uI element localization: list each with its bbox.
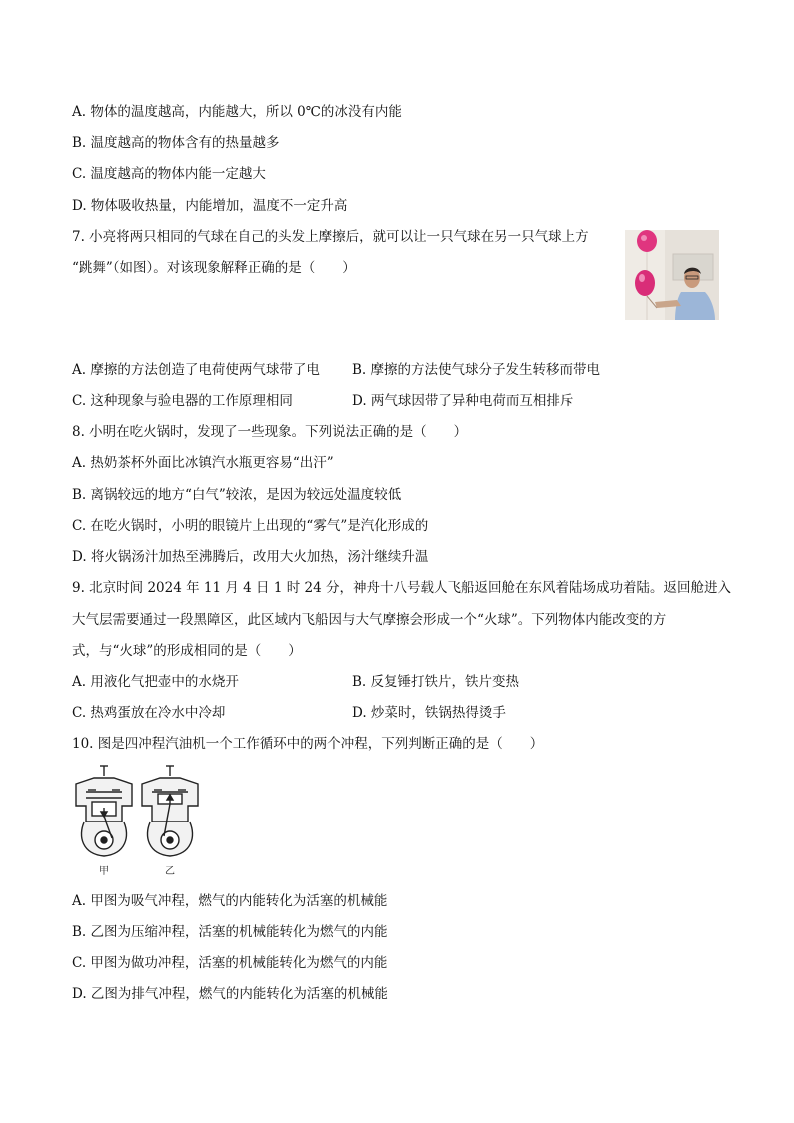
q7-option-b: B. 摩擦的方法使气球分子发生转移而带电 [352, 362, 601, 378]
q6-option-b: B. 温度越高的物体含有的热量越多 [72, 135, 280, 151]
q10-stem: 10. 图是四冲程汽油机一个工作循环中的两个冲程，下列判断正确的是（ ） [72, 736, 544, 752]
engine-yi [142, 766, 198, 856]
q9-option-b: B. 反复锤打铁片，铁片变热 [352, 674, 520, 690]
q8-stem: 8. 小明在吃火锅时，发现了一些现象。下列说法正确的是（ ） [72, 424, 468, 440]
q7-option-d: D. 两气球因带了异种电荷而互相排斥 [352, 393, 574, 409]
q8-option-b: B. 离锅较远的地方“白气”较浓，是因为较远处温度较低 [72, 487, 402, 503]
q7-option-a: A. 摩擦的方法创造了电荷使两气球带了电 [72, 362, 320, 378]
label-yi: 乙 [165, 866, 175, 877]
q9-stem-line-2: 大气层需要通过一段黑障区，此区域内飞船因与大气摩擦会形成一个“火球”。下列物体内能改变的方 [72, 612, 667, 628]
q6-option-d: D. 物体吸收热量，内能增加，温度不一定升高 [72, 198, 348, 214]
q9-stem-line-3: 式，与“火球”的形成相同的是（ ） [72, 643, 302, 659]
q9-option-a: A. 用液化气把壶中的水烧开 [72, 674, 239, 690]
q8-option-a: A. 热奶茶杯外面比冰镇汽水瓶更容易“出汗” [72, 455, 334, 471]
q9-stem-line-1: 9. 北京时间 2024 年 11 月 4 日 1 时 24 分，神舟十八号载人飞船返回舱在东风着陆场成功着陆。返回舱进入 [72, 580, 731, 596]
q8-option-d: D. 将火锅汤汁加热至沸腾后，改用大火加热，汤汁继续升温 [72, 549, 429, 565]
balloon-photo [625, 230, 719, 320]
q9-option-d: D. 炒菜时，铁锅热得烫手 [352, 705, 506, 721]
q7-stem-line-2: “跳舞”（如图）。对该现象解释正确的是（ ） [72, 260, 356, 276]
q10-option-d: D. 乙图为排气冲程，燃气的内能转化为活塞的机械能 [72, 986, 388, 1002]
q10-option-c: C. 甲图为做功冲程，活塞的机械能转化为燃气的内能 [72, 955, 388, 971]
q6-option-c: C. 温度越高的物体内能一定越大 [72, 166, 266, 182]
label-jia: 甲 [99, 866, 109, 877]
q6-option-a: A. 物体的温度越高，内能越大，所以 0℃的冰没有内能 [72, 104, 402, 120]
engine-jia [76, 766, 132, 856]
engine-stroke-diagram [72, 764, 202, 883]
q8-option-c: C. 在吃火锅时，小明的眼镜片上出现的“雾气”是汽化形成的 [72, 518, 429, 534]
q7-option-c: C. 这种现象与验电器的工作原理相同 [72, 393, 293, 409]
q7-stem-line-1: 7. 小亮将两只相同的气球在自己的头发上摩擦后，就可以让一只气球在另一只气球上方 [72, 229, 589, 245]
q10-option-a: A. 甲图为吸气冲程，燃气的内能转化为活塞的机械能 [72, 893, 388, 909]
q10-option-b: B. 乙图为压缩冲程，活塞的机械能转化为燃气的内能 [72, 924, 388, 940]
q9-option-c: C. 热鸡蛋放在冷水中冷却 [72, 705, 226, 721]
